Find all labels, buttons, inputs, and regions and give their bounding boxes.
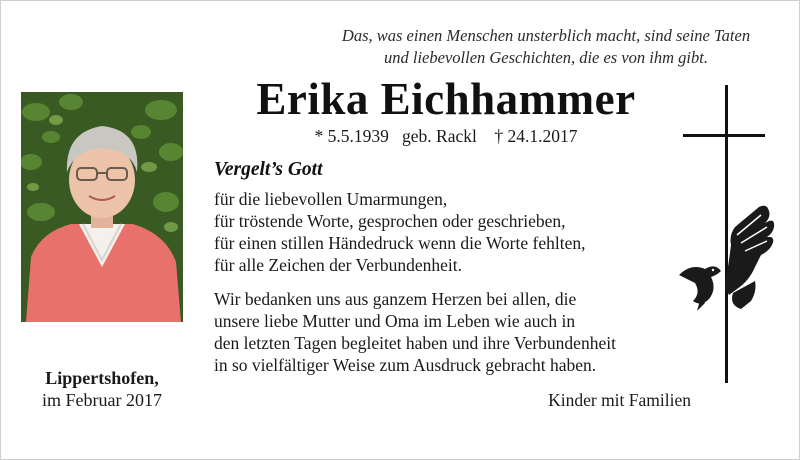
thanks-paragraph-2 <box>214 288 694 376</box>
signature: Kinder mit Familien <box>548 390 691 410</box>
thanks-heading: Vergelt’s Gott <box>214 159 323 180</box>
bird-icon <box>679 266 721 311</box>
praying-hands-icon <box>725 206 774 309</box>
place-and-date <box>21 367 183 411</box>
cross-icon <box>671 85 781 385</box>
thanks-line: den letzten Tagen begleitet haben und ihre Verbundenheit <box>214 333 616 353</box>
thanks-paragraph-1 <box>214 188 694 276</box>
life-dates: * 5.5.1939 geb. Rackl † 24.1.2017 <box>314 126 578 146</box>
place-town: Lippertshofen, <box>45 368 159 388</box>
place-date: im Februar 2017 <box>42 390 162 410</box>
memorial-quote <box>301 25 791 69</box>
thanks-line: für tröstende Worte, gesprochen oder geschrieben, <box>214 211 566 231</box>
deceased-name: Erika Eichhammer <box>256 74 636 124</box>
thanks-line: für die liebevollen Umarmungen, <box>214 189 448 209</box>
thanks-line: unsere liebe Mutter und Oma im Leben wie auch in <box>214 311 576 331</box>
quote-line-1: Das, was einen Menschen unsterblich macht, sind seine Taten <box>341 26 751 45</box>
thanks-line: in so vielfältiger Weise zum Ausdruck gebracht haben. <box>214 355 597 375</box>
portrait-photo <box>21 92 183 322</box>
quote-line-2: und liebevollen Geschichten, die es von ihm gibt. <box>384 48 708 67</box>
thanks-line: für alle Zeichen der Verbundenheit. <box>214 255 462 275</box>
thanks-line: Wir bedanken uns aus ganzem Herzen bei allen, die <box>214 289 577 309</box>
thanks-line: für einen stillen Händedruck wenn die Worte fehlten, <box>214 233 586 253</box>
